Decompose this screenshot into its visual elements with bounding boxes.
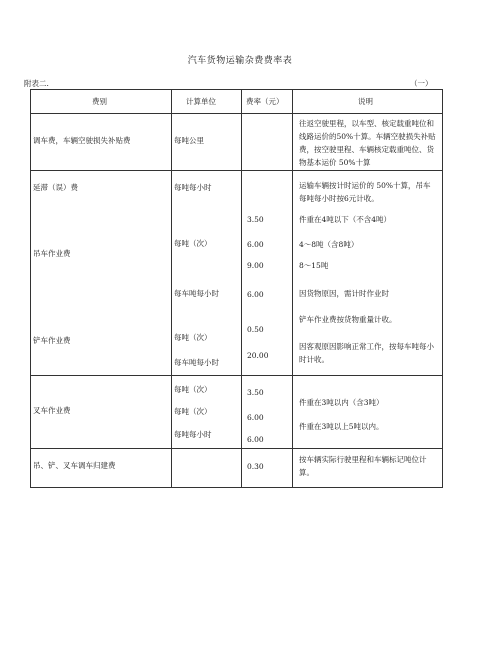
- rate-forklift-1: 3.50: [247, 388, 264, 397]
- category-delay: 延滞（误）费: [33, 183, 78, 192]
- unit-forklift-1: 每吨（次）: [174, 385, 212, 394]
- category-crane: 吊车作业费: [33, 249, 71, 258]
- table-border-top: [30, 89, 442, 90]
- col-divider-2: [241, 89, 242, 488]
- unit-crane-per-hour: 每车吨每小时: [174, 289, 219, 298]
- rate-return-fee: 0.30: [247, 462, 264, 471]
- rate-crane-1: 3.50: [247, 215, 264, 224]
- note-shovel-2: 因客观原因影响正常工作，按每车吨每小时计收。: [299, 342, 434, 364]
- unit-forklift-2: 每吨（次）: [174, 407, 212, 416]
- category-shovel: 铲车作业费: [33, 336, 71, 345]
- note-forklift-1: 件重在3吨以内（含3吨）: [299, 398, 384, 407]
- rate-crane-3: 9.00: [247, 261, 264, 270]
- category-empty-compensation: 调车费，车辆空驶损失补贴费: [33, 136, 131, 145]
- rate-shovel-1: 0.50: [247, 325, 264, 334]
- header-note: 说明: [358, 97, 373, 106]
- row-divider-2: [30, 375, 442, 376]
- row-divider-1: [30, 170, 442, 171]
- col-divider-1: [171, 89, 172, 488]
- note-crane-2: 4～8吨（含8吨）: [299, 240, 359, 249]
- rate-shovel-2: 20.00: [247, 351, 269, 360]
- note-delay: 运输车辆按计时运价的 50%十算，吊车每吨每小时按6元计收。: [299, 181, 431, 203]
- category-return-fee: 吊、铲、叉车调车归建费: [33, 461, 116, 470]
- note-crane-4: 因货物原因，需计时作业时: [299, 289, 389, 298]
- col-divider-3: [292, 89, 293, 488]
- unit-delay: 每吨每小时: [174, 183, 212, 192]
- note-return-fee: 按车辆实际行驶里程和车辆标记吨位计算。: [299, 455, 427, 477]
- table-border-left: [30, 89, 31, 488]
- category-forklift: 叉车作业费: [33, 406, 71, 415]
- unit-empty-compensation: 每吨公里: [174, 136, 204, 145]
- rate-crane-4: 6.00: [247, 290, 264, 299]
- unit-shovel-per-ton: 每吨（次）: [174, 333, 212, 342]
- unit-crane-per-ton: 每吨（次）: [174, 239, 212, 248]
- table-border-right: [442, 89, 443, 488]
- note-crane-1: 件重在4吨以下（不含4吨）: [299, 215, 392, 224]
- header-unit: 计算单位: [186, 97, 216, 106]
- row-divider-3: [30, 448, 442, 449]
- header-divider: [30, 113, 442, 114]
- table-number: （一）: [410, 79, 433, 88]
- header-rate: 费率（元）: [246, 97, 284, 106]
- note-shovel-1: 铲车作业费按货物重量计收。: [299, 315, 397, 324]
- note-crane-3: 8～15吨: [299, 261, 329, 270]
- page-title: 汽车货物运输杂费费率表: [187, 56, 293, 66]
- rate-forklift-3: 6.00: [247, 435, 264, 444]
- header-category: 费别: [92, 97, 107, 106]
- note-empty-compensation: 往返空驶里程，以车型、核定载重吨位和线路运价的50%十算。车辆空驶损失补贴费，按空驶里程、车辆核定载重吨位、货物基本运价 50%十算: [299, 119, 436, 167]
- rate-crane-2: 6.00: [247, 240, 264, 249]
- table-border-bottom: [30, 487, 442, 488]
- unit-shovel-per-hour: 每车吨每小时: [174, 358, 219, 367]
- attachment-label: 附表二.: [24, 79, 49, 88]
- unit-forklift-3: 每吨每小时: [174, 430, 212, 439]
- rate-forklift-2: 6.00: [247, 413, 264, 422]
- note-forklift-2: 件重在3吨以上5吨以内。: [299, 422, 384, 431]
